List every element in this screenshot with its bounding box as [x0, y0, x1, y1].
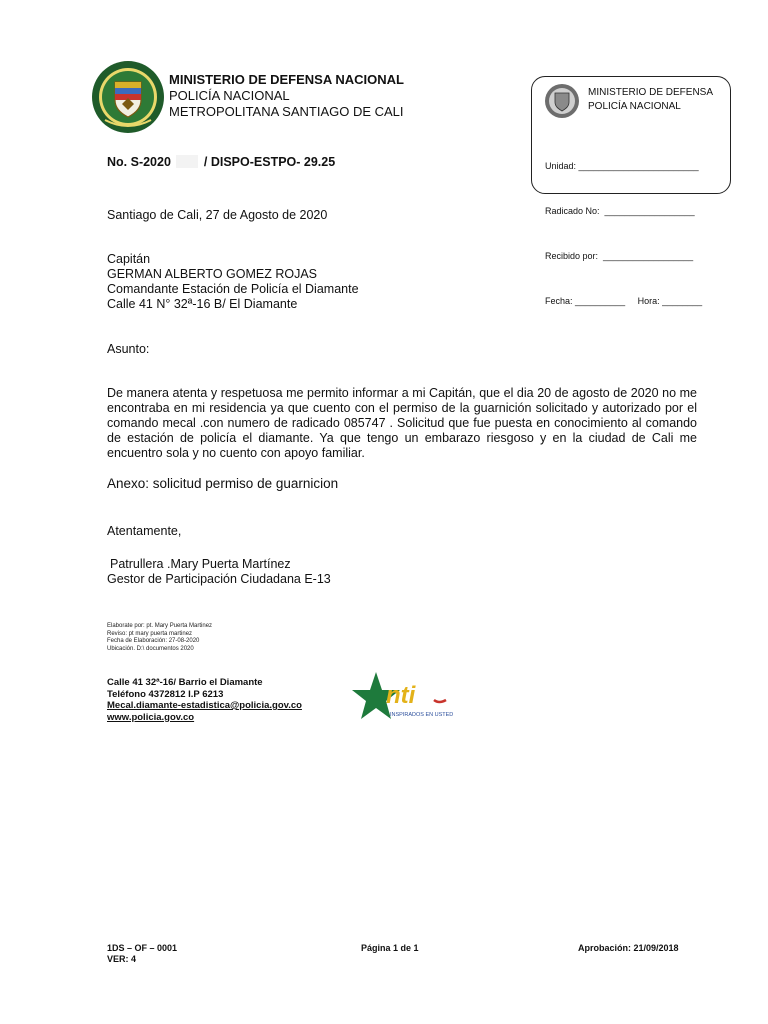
footer-version: VER: 4	[107, 954, 137, 964]
letter-subject: Asunto:	[107, 342, 150, 356]
stamp-title-line2: POLICÍA NACIONAL	[588, 101, 681, 112]
stamp-title	[588, 86, 713, 114]
document-metadata	[107, 623, 212, 653]
recipient-rank: Capitán	[107, 252, 151, 266]
footer-code-block	[107, 943, 177, 965]
reference-number	[107, 155, 335, 169]
recipient-title: Comandante Estación de Policía el Diamante	[107, 282, 359, 296]
letter-closing: Atentamente,	[107, 524, 182, 538]
stamp-unidad: Unidad: ________________________	[545, 161, 699, 171]
contact-address: Calle 41 32ª-16/ Barrio el Diamante	[107, 677, 263, 688]
police-name: POLICÍA NACIONAL	[169, 88, 290, 103]
stamp-title-line1: MINISTERIO DE DEFENSA	[588, 87, 714, 98]
meta-reviewed: Reviso: pt mary puerta martinez	[107, 630, 193, 637]
meta-date: Fecha de Elaboración: 27-08-2020	[107, 638, 200, 644]
signer-title: Gestor de Participación Ciudadana E-13	[107, 572, 331, 586]
contact-email-link[interactable]: Mecal.diamante-estadistica@policia.gov.co	[107, 700, 302, 711]
badge-tagline: INSPIRADOS EN USTED	[390, 712, 454, 718]
recipient-block	[107, 252, 359, 312]
reference-suffix: / DISPO-ESTPO- 29.25	[203, 155, 336, 169]
metropolitan-name: METROPOLITANA SANTIAGO DE CALI	[169, 104, 404, 119]
stamp-recibido: Recibido por: __________________	[545, 251, 694, 261]
recipient-name: GERMAN ALBERTO GOMEZ ROJAS	[107, 267, 317, 281]
letter-body: De manera atenta y respetuosa me permito informar a mi Capitán, que el dia 20 de agosto de 2020 no me encontraba en mi residencia ya que cuento con el permiso de la guarnición solicitado y autorizado por el comando mecal .con numero de radicado 085747 . Solicitud que fue puesta en conocimiento al comando de estación de policía el diamante. Ya que tengo un embarazo riesgoso y en la ciudad de Cali me encuentro sola y no cuento con apoyo familiar.	[107, 386, 697, 460]
reception-stamp	[531, 76, 731, 306]
meta-elaborated: Elaborate por: pt. Mary Puerta Martinez	[107, 623, 213, 629]
organization-header	[169, 72, 404, 120]
letter-date: Santiago de Cali, 27 de Agosto de 2020	[107, 208, 328, 222]
stamp-shield-icon	[544, 83, 580, 119]
letter-annex: Anexo: solicitud permiso de guarnicion	[107, 476, 339, 491]
stamp-fields	[545, 129, 702, 339]
recipient-address: Calle 41 N° 32ª-16 B/ El Diamante	[107, 297, 298, 311]
signature-block	[107, 557, 331, 587]
contact-block	[107, 677, 302, 723]
reference-prefix: No. S-2020	[107, 155, 171, 169]
reference-blank	[176, 155, 198, 168]
contact-phone: Teléfono 4372812 I.P 6213	[107, 688, 224, 700]
badge-brand: nti	[386, 682, 416, 709]
stamp-fecha-hora: Fecha: __________ Hora: ________	[545, 296, 703, 306]
footer-page: Página 1 de 1	[361, 943, 419, 953]
stamp-radicado: Radicado No: __________________	[545, 206, 695, 216]
signer-name: Patrullera .Mary Puerta Martínez	[110, 557, 291, 571]
footer-approval: Aprobación: 21/09/2018	[578, 943, 679, 953]
nti-badge-logo	[352, 670, 462, 728]
meta-location: Ubicación. D:\ documentos 2020	[107, 645, 194, 652]
ministry-name: MINISTERIO DE DEFENSA NACIONAL	[169, 72, 404, 87]
footer-code: 1DS – OF – 0001	[107, 943, 178, 953]
contact-web-link[interactable]: www.policia.gov.co	[107, 711, 195, 723]
police-shield-logo	[91, 60, 165, 134]
